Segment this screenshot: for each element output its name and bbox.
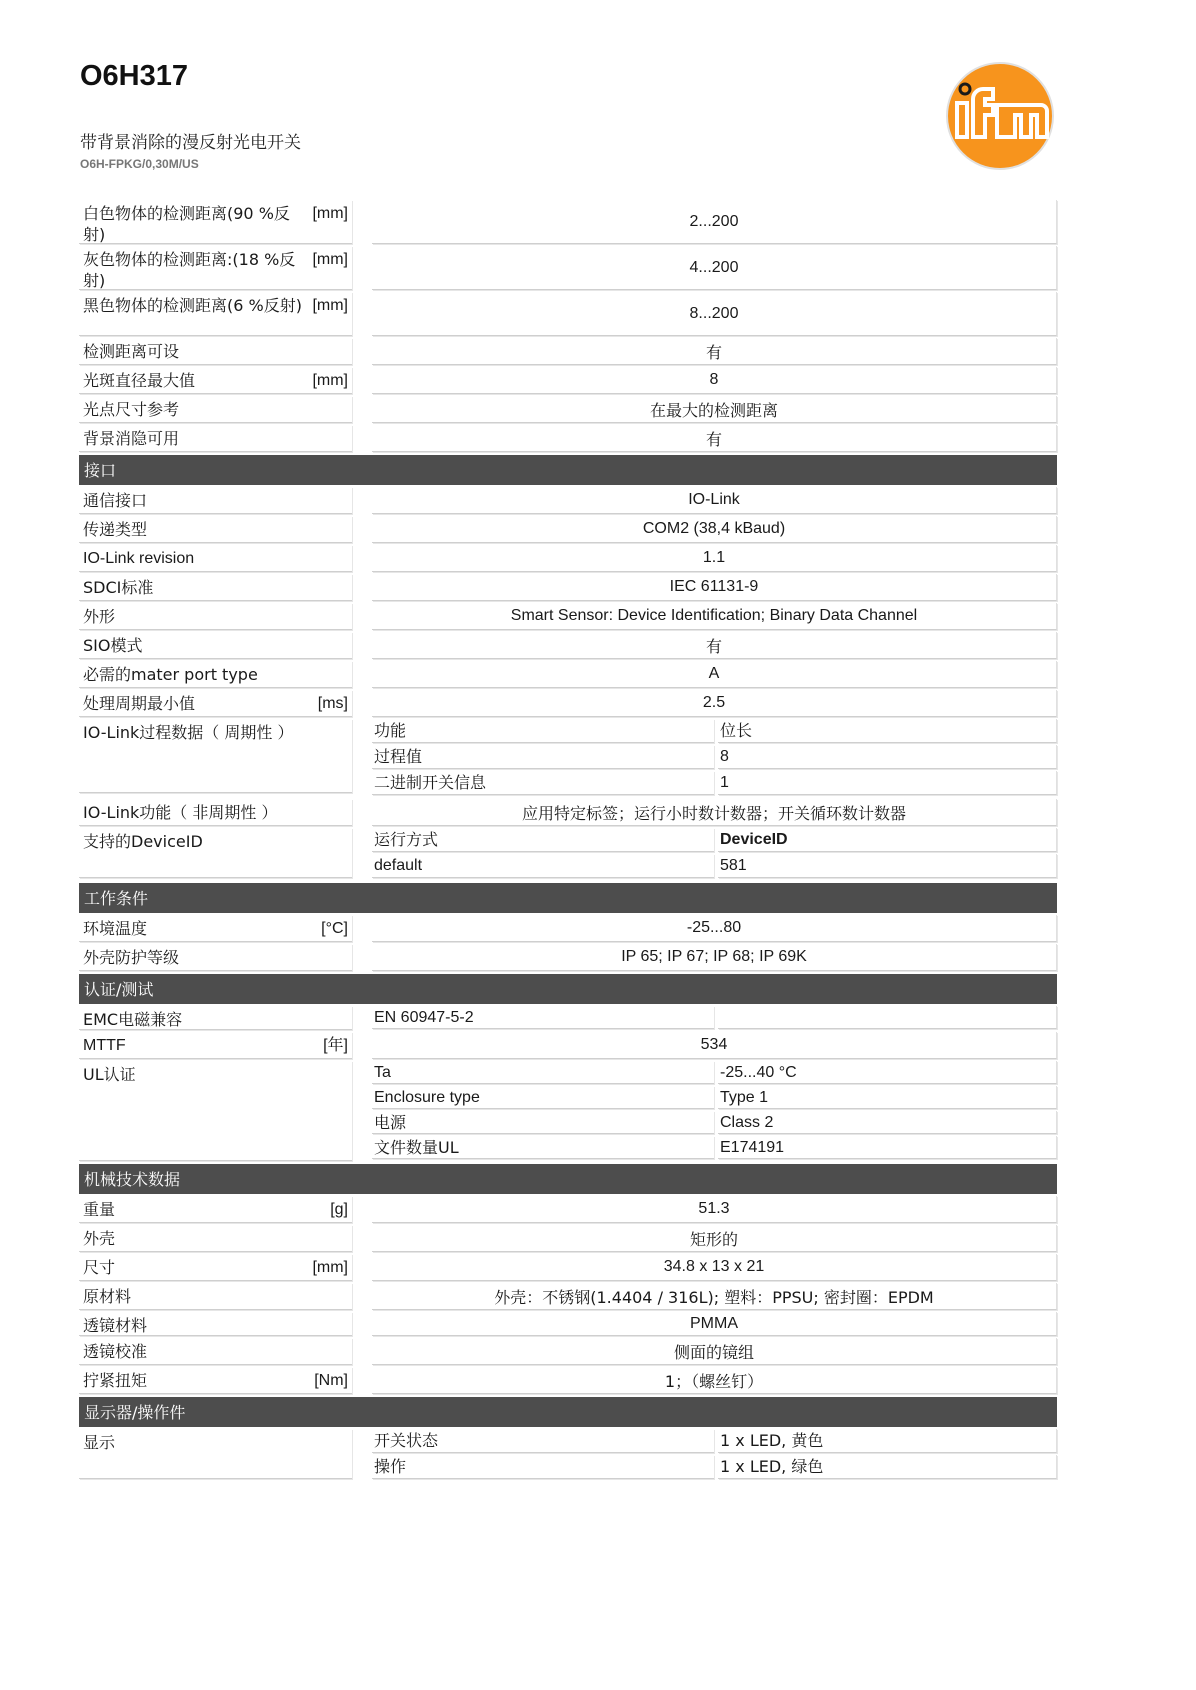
process-data-value: 1 <box>718 771 1057 795</box>
spec-value: IP 65; IP 67; IP 68; IP 69K <box>372 944 1057 971</box>
spec-row <box>79 1032 1057 1059</box>
spec-row <box>79 661 1057 688</box>
spec-row <box>79 1225 1057 1252</box>
display-key: 开关状态 <box>372 1429 714 1453</box>
spec-label-cell <box>79 661 352 688</box>
spec-label: 光点尺寸参考 <box>83 400 180 419</box>
spec-sheet <box>79 200 1057 1483</box>
spec-row <box>79 246 1057 290</box>
spec-label-cell <box>79 1312 352 1336</box>
spec-value: 2.5 <box>372 690 1057 717</box>
device-id-value: 581 <box>718 854 1057 878</box>
ul-key: Ta <box>372 1061 714 1084</box>
spec-unit: [ms] <box>317 695 348 712</box>
spec-label: 必需的mater port type <box>83 665 258 684</box>
spec-label-cell <box>79 574 352 601</box>
ul-value: Type 1 <box>718 1086 1057 1109</box>
spec-label: 灰色物体的检测距离:(18 %反射) <box>83 250 296 290</box>
device-id-row <box>372 828 1057 852</box>
ul-key: 电源 <box>372 1111 714 1134</box>
spec-row <box>79 516 1057 543</box>
spec-label: 透镜校准 <box>83 1342 148 1361</box>
spec-value: 8 <box>372 367 1057 394</box>
spec-label-cell <box>79 690 352 717</box>
spec-label: 通信接口 <box>83 491 148 510</box>
spec-value: COM2 (38,4 kBaud) <box>372 516 1057 543</box>
spec-unit: [mm] <box>312 372 348 389</box>
spec-label-cell <box>79 396 352 423</box>
spec-value: A <box>372 661 1057 688</box>
ul-row <box>372 1061 1057 1084</box>
process-data-table <box>372 719 1057 797</box>
spec-label-cell <box>79 200 352 244</box>
ul-row <box>372 1086 1057 1109</box>
process-data-key: 二进制开关信息 <box>372 771 714 795</box>
spec-row <box>79 944 1057 971</box>
spec-label-cell <box>79 1061 352 1161</box>
spec-row <box>79 292 1057 336</box>
device-id-key: 运行方式 <box>372 828 714 852</box>
spec-label: IO-Link revision <box>83 550 195 567</box>
process-data-row <box>372 771 1057 795</box>
section-header-approvals: 认证/测试 <box>79 974 1057 1004</box>
device-id-key: default <box>372 854 714 878</box>
spec-row <box>79 915 1057 942</box>
spec-row <box>79 396 1057 423</box>
spec-row <box>79 1312 1057 1336</box>
spec-value: 外壳：不锈钢(1.4404 / 316L); 塑料：PPSU; 密封圈：EPDM <box>372 1283 1057 1310</box>
spec-label-cell <box>79 292 352 336</box>
display-row <box>372 1455 1057 1479</box>
spec-value: 应用特定标签；运行小时数计数器；开关循环数计数器 <box>372 799 1057 826</box>
spec-value: 1.1 <box>372 545 1057 572</box>
spec-label-cell <box>79 1338 352 1365</box>
ul-value: -25...40 °C <box>718 1061 1057 1084</box>
spec-label-cell <box>79 1283 352 1310</box>
emc-value: EN 60947-5-2 <box>372 1006 714 1029</box>
spec-row <box>79 574 1057 601</box>
spec-row <box>79 367 1057 394</box>
spec-label-cell <box>79 632 352 659</box>
emc-empty-cell <box>718 1006 1057 1029</box>
spec-label: 白色物体的检测距离(90 %反射) <box>83 204 290 244</box>
spec-label: 尺寸 <box>83 1258 116 1277</box>
spec-label-cell <box>79 915 352 942</box>
spec-label-cell <box>79 1367 352 1394</box>
spec-label: 透镜材料 <box>83 1316 148 1335</box>
spec-label-cell <box>79 545 352 572</box>
device-id-value: DeviceID <box>718 828 1057 852</box>
spec-value: 8...200 <box>372 292 1057 336</box>
spec-label: SIO模式 <box>83 636 143 655</box>
spec-row-display <box>79 1429 1057 1481</box>
display-table <box>372 1429 1057 1481</box>
spec-row <box>79 603 1057 630</box>
spec-unit: [Nm] <box>314 1372 348 1389</box>
spec-label: 检测距离可设 <box>83 342 180 361</box>
spec-row <box>79 1367 1057 1394</box>
display-row <box>372 1429 1057 1453</box>
spec-label: 传递类型 <box>83 520 148 539</box>
spec-label: IO-Link功能（ 非周期性 ） <box>83 803 278 822</box>
spec-row <box>79 1283 1057 1310</box>
spec-label: SDCI标准 <box>83 578 154 597</box>
spec-label-cell <box>79 487 352 514</box>
spec-label: 环境温度 <box>83 919 148 938</box>
spec-label: 显示 <box>83 1433 116 1452</box>
spec-label-cell <box>79 799 352 826</box>
spec-label: 外形 <box>83 607 116 626</box>
ul-value: Class 2 <box>718 1111 1057 1134</box>
spec-row <box>79 338 1057 365</box>
process-data-row <box>372 719 1057 743</box>
spec-label: 外壳 <box>83 1229 116 1248</box>
spec-label-cell <box>79 425 352 452</box>
spec-value: 有 <box>372 425 1057 452</box>
spec-label-cell <box>79 367 352 394</box>
spec-label-cell <box>79 1429 352 1479</box>
emc-table <box>372 1006 1057 1030</box>
ul-row <box>372 1136 1057 1159</box>
spec-row <box>79 545 1057 572</box>
spec-value: PMMA <box>372 1312 1057 1336</box>
spec-row <box>79 1196 1057 1223</box>
spec-value: IEC 61131-9 <box>372 574 1057 601</box>
spec-row <box>79 200 1057 244</box>
spec-label-cell <box>79 1225 352 1252</box>
spec-value: 侧面的镜组 <box>372 1338 1057 1365</box>
spec-value: 51.3 <box>372 1196 1057 1223</box>
display-key: 操作 <box>372 1455 714 1479</box>
ifm-logo <box>943 59 1057 173</box>
spec-label: 处理周期最小值 <box>83 694 196 713</box>
spec-row <box>79 487 1057 514</box>
section-header-interface: 接口 <box>79 455 1057 485</box>
spec-label: 支持的DeviceID <box>83 832 203 851</box>
display-value: 1 x LED, 黄色 <box>718 1429 1057 1453</box>
spec-label: 拧紧扭矩 <box>83 1371 148 1390</box>
product-title: O6H317 <box>80 60 189 92</box>
spec-label-cell <box>79 246 352 290</box>
ul-key: 文件数量UL <box>372 1136 714 1159</box>
spec-label: 外壳防护等级 <box>83 948 180 967</box>
spec-label-cell <box>79 944 352 971</box>
spec-unit: [mm] <box>312 1259 348 1276</box>
spec-value: 4...200 <box>372 246 1057 290</box>
spec-unit: [g] <box>330 1201 348 1218</box>
display-value: 1 x LED, 绿色 <box>718 1455 1057 1479</box>
spec-row-device-id <box>79 828 1057 880</box>
process-data-value: 位长 <box>718 719 1057 743</box>
spec-unit: [°C] <box>321 920 348 937</box>
process-data-value: 8 <box>718 745 1057 769</box>
spec-label-cell <box>79 603 352 630</box>
spec-value: 1；（螺丝钉） <box>372 1367 1057 1394</box>
device-id-row <box>372 854 1057 878</box>
spec-value: IO-Link <box>372 487 1057 514</box>
spec-row-emc <box>79 1006 1057 1030</box>
spec-row <box>79 1254 1057 1281</box>
spec-value: 2...200 <box>372 200 1057 244</box>
spec-value: 有 <box>372 632 1057 659</box>
spec-label: EMC电磁兼容 <box>83 1010 183 1029</box>
spec-row-ul <box>79 1061 1057 1161</box>
spec-label-cell <box>79 338 352 365</box>
spec-row <box>79 799 1057 826</box>
ul-value: E174191 <box>718 1136 1057 1159</box>
spec-label: IO-Link过程数据（ 周期性 ） <box>83 723 294 742</box>
spec-value: 有 <box>372 338 1057 365</box>
spec-unit: [mm] <box>312 297 348 314</box>
spec-row <box>79 632 1057 659</box>
spec-value: -25...80 <box>372 915 1057 942</box>
ul-table <box>372 1061 1057 1161</box>
product-subtitle: 带背景消除的漫反射光电开关 <box>80 133 301 153</box>
process-data-row <box>372 745 1057 769</box>
spec-value: 矩形的 <box>372 1225 1057 1252</box>
section-header-display: 显示器/操作件 <box>79 1397 1057 1427</box>
spec-label-cell <box>79 1006 352 1030</box>
spec-label-cell <box>79 1032 352 1059</box>
spec-label: 光斑直径最大值 <box>83 371 196 390</box>
spec-unit: [年] <box>323 1037 348 1054</box>
spec-label: 原材料 <box>83 1287 132 1306</box>
spec-row <box>79 425 1057 452</box>
section-header-operating: 工作条件 <box>79 883 1057 913</box>
spec-unit: [mm] <box>312 205 348 222</box>
spec-row <box>79 1338 1057 1365</box>
device-id-table <box>372 828 1057 880</box>
spec-label: 重量 <box>83 1200 116 1219</box>
process-data-key: 过程值 <box>372 745 714 769</box>
spec-label-cell <box>79 516 352 543</box>
spec-label-cell <box>79 719 352 793</box>
spec-value: Smart Sensor: Device Identification; Binary Data Channel <box>372 603 1057 630</box>
spec-row-process-data <box>79 719 1057 797</box>
spec-label: MTTF <box>83 1037 126 1054</box>
product-model: O6H-FPKG/0,30M/US <box>80 157 199 171</box>
spec-label-cell <box>79 1254 352 1281</box>
spec-label: 背景消隐可用 <box>83 429 180 448</box>
spec-value: 在最大的检测距离 <box>372 396 1057 423</box>
spec-label-cell <box>79 1196 352 1223</box>
process-data-key: 功能 <box>372 719 714 743</box>
spec-value: 34.8 x 13 x 21 <box>372 1254 1057 1281</box>
spec-label-cell <box>79 828 352 878</box>
spec-label: UL认证 <box>83 1065 136 1084</box>
section-header-mechanical: 机械技术数据 <box>79 1164 1057 1194</box>
ul-row <box>372 1111 1057 1134</box>
ul-key: Enclosure type <box>372 1086 714 1109</box>
spec-unit: [mm] <box>312 251 348 268</box>
spec-value: 534 <box>372 1032 1057 1059</box>
spec-row <box>79 690 1057 717</box>
spec-label: 黑色物体的检测距离(6 %反射) <box>83 296 302 315</box>
